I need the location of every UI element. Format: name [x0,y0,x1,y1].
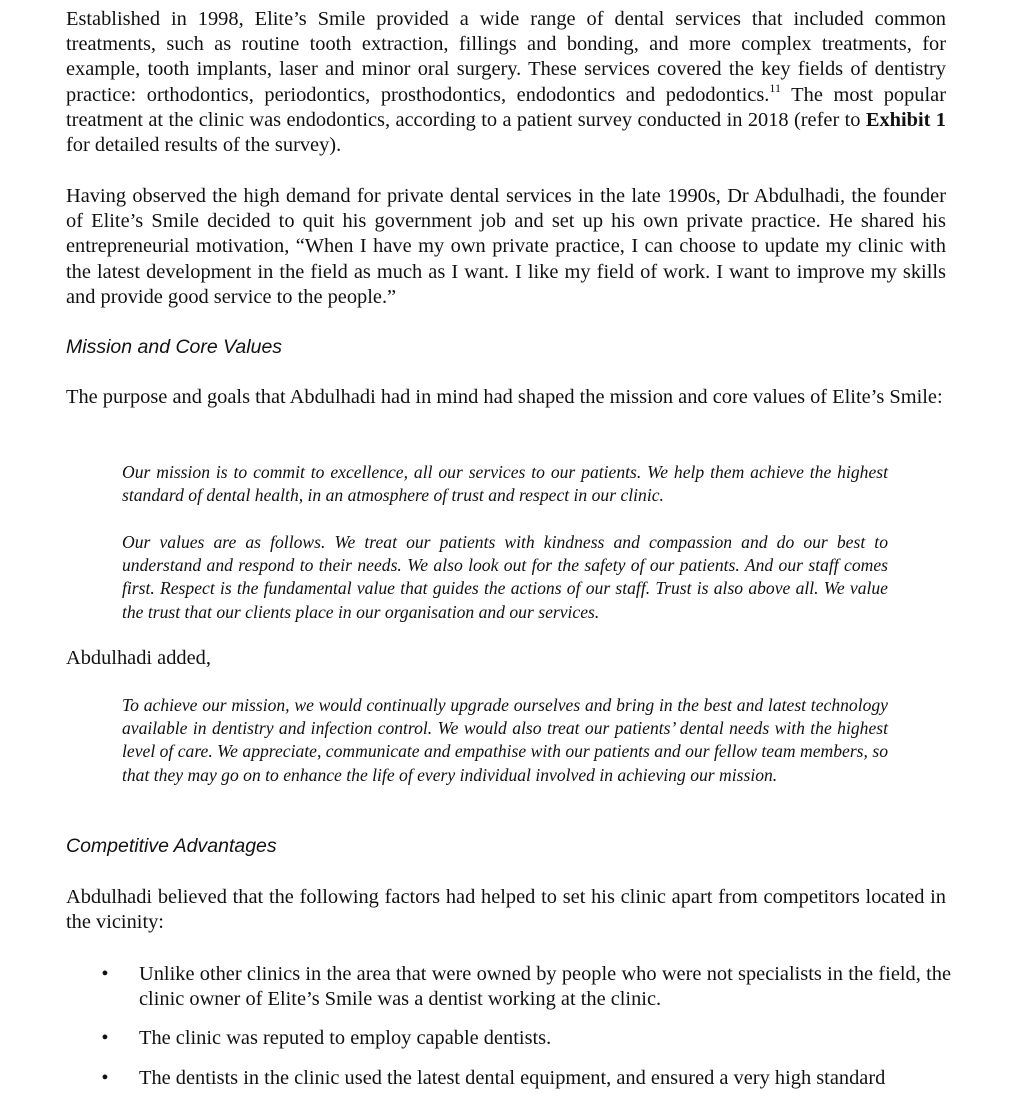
heading-mission-core-values: Mission and Core Values [66,336,283,358]
bullet-icon: • [101,1067,109,1089]
quote-achieve-mission: To achieve our mission, we would continually upgrade ourselves and bring in the best and latest technology available in dentistry and infection control. We would also treat our patients’ dental needs with the highest level of care. We appreciate, communicate and empathise with our patients and our fellow team members, so that they may go on to enhance the life of every individual involved in achieving our mission. [122,695,888,785]
quote-values: Our values are as follows. We treat our patients with kindness and compassion and do our best to understand and respond to their needs. We also look out for the safety of our patients. And our staff comes first. Respect is the fundamental value that guides the actions of our staff. Trust is also above all. We value the trust that our clients place in our organisation and our services. [122,532,888,622]
paragraph-services [66,7,946,158]
services-text: Established in 1998, Elite’s Smile provided a wide range of dental services that included common treatments, such as routine tooth extraction, fillings and bonding, and more complex treatments, for example, tooth implants, laser and minor oral surgery. These services covered the key fields of dentistry practice: orthodontics, periodontics, prosthodontics, endodontics and pedodontics. [66,8,946,106]
paragraph-founder-motivation: Having observed the high demand for private dental services in the late 1990s, Dr Abdulhadi, the founder of Elite’s Smile decided to quit his government job and set up his own private practice. He shared his entrepreneurial motivation, “When I have my own private practice, I can choose to update my clinic with the latest development in the field as much as I want. I like my field of work. I want to improve my skills and provide good service to the people.” [66,185,946,308]
list-item-text: The clinic was reputed to employ capable dentists. [139,1027,552,1049]
exhibit-reference: Exhibit 1 [865,108,947,131]
footnote-marker: 11 [769,80,781,95]
quote-mission: Our mission is to commit to excellence, all our services to our patients. We help them achieve the highest standard of dental health, in an atmosphere of trust and respect in our clinic. [122,462,888,506]
heading-competitive-advantages: Competitive Advantages [66,835,277,857]
bullet-icon: • [101,1027,109,1049]
survey-text-end: for detailed results of the survey). [66,134,342,157]
paragraph-abdulhadi-added: Abdulhadi added, [66,647,211,669]
list-item-text: The dentists in the clinic used the latest dental equipment, and ensured a very high standard [139,1067,886,1089]
survey-text: The most popular treatment at the clinic was endodontics, according to a patient survey conducted in 2018 (refer to [66,83,946,131]
paragraph-competitive-factors: Abdulhadi believed that the following factors had helped to set his clinic apart from competitors located in the vicinity: [66,886,946,934]
paragraph-purpose-goals: The purpose and goals that Abdulhadi had in mind had shaped the mission and core values of Elite’s Smile: [66,386,943,408]
bullet-icon: • [101,963,109,985]
list-item-text: Unlike other clinics in the area that were owned by people who were not specialists in the field, the clinic owner of Elite’s Smile was a dentist working at the clinic. [139,963,951,1011]
